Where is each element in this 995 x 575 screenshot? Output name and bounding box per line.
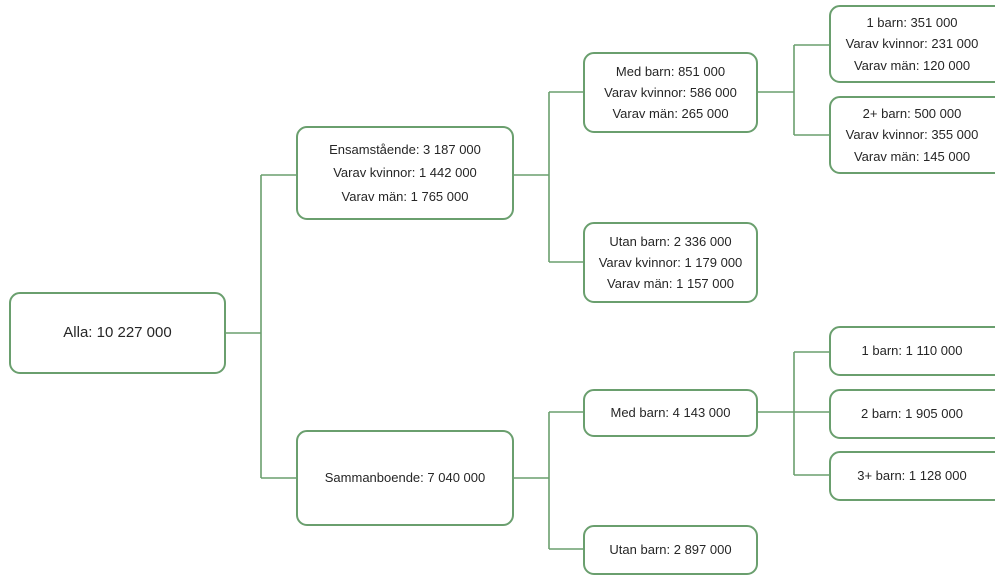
- node-samman-1-barn-total: 1 barn: 1 110 000: [861, 343, 963, 359]
- node-ensam-1-barn-total: 1 barn: 351 000: [866, 14, 958, 30]
- connector-sammanboende: [514, 412, 583, 549]
- node-samman-1-barn: [829, 326, 995, 376]
- node-ensamstaende-women: Varav kvinnor: 1 442 000: [333, 165, 477, 181]
- node-ensam-2plus-barn-men: Varav män: 145 000: [853, 148, 971, 164]
- node-ensam-1-barn-women: Varav kvinnor: 231 000: [845, 36, 979, 52]
- node-samman-3plus-barn: [829, 451, 995, 501]
- node-ensamstaende-total: Ensamstående: 3 187 000: [329, 141, 481, 157]
- node-samman-3plus-barn-total: 3+ barn: 1 128 000: [857, 468, 967, 484]
- node-ensam-2plus-barn-women: Varav kvinnor: 355 000: [845, 127, 979, 143]
- node-ensam-utan-barn-men: Varav män: 1 157 000: [607, 275, 734, 291]
- node-ensam-2plus-barn: [829, 96, 995, 174]
- node-ensam-utan-barn: [583, 222, 758, 303]
- node-samman-utan-barn-total: Utan barn: 2 897 000: [609, 542, 732, 558]
- node-ensam-med-barn-total: Med barn: 851 000: [615, 63, 726, 79]
- node-ensamstaende: [296, 126, 514, 220]
- connector-root: [226, 175, 296, 478]
- node-ensam-med-barn-men: Varav män: 265 000: [612, 105, 729, 121]
- connector-ensam-med-barn: [758, 45, 829, 135]
- node-ensam-utan-barn-total: Utan barn: 2 336 000: [609, 233, 732, 249]
- node-ensam-2plus-barn-total: 2+ barn: 500 000: [862, 105, 962, 121]
- node-sammanboende: [296, 430, 514, 526]
- node-samman-med-barn-total: Med barn: 4 143 000: [610, 405, 731, 421]
- node-alla-label: Alla: 10 227 000: [63, 324, 172, 341]
- node-samman-utan-barn: [583, 525, 758, 575]
- node-ensam-med-barn: [583, 52, 758, 133]
- node-sammanboende-total: Sammanboende: 7 040 000: [324, 470, 486, 486]
- connector-ensamstaende: [514, 92, 583, 262]
- node-ensam-1-barn: [829, 5, 995, 83]
- node-ensamstaende-men: Varav män: 1 765 000: [341, 188, 469, 204]
- node-ensam-utan-barn-women: Varav kvinnor: 1 179 000: [598, 254, 743, 270]
- connector-samman-med-barn: [758, 352, 829, 475]
- node-alla: [9, 292, 226, 374]
- node-samman-2-barn: [829, 389, 995, 439]
- node-samman-med-barn: [583, 389, 758, 437]
- node-ensam-1-barn-men: Varav män: 120 000: [853, 57, 971, 73]
- node-ensam-med-barn-women: Varav kvinnor: 586 000: [604, 84, 737, 100]
- node-samman-2-barn-total: 2 barn: 1 905 000: [861, 406, 963, 422]
